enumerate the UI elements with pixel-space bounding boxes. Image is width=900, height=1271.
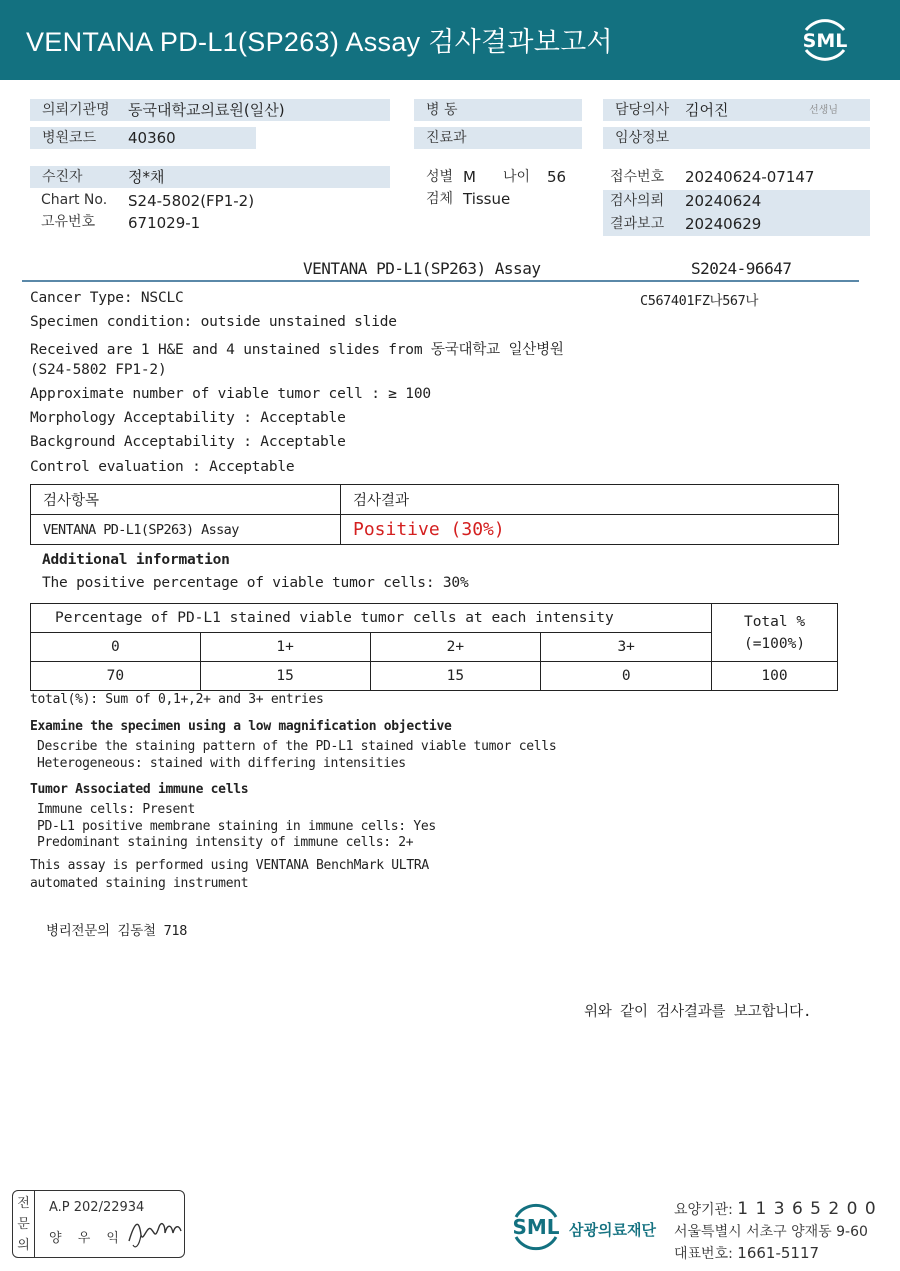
request-value: 20240624: [685, 192, 762, 210]
phone-value: 1661-5117: [737, 1244, 820, 1262]
result-table-row: [31, 515, 839, 545]
chart-value: S24-5802(FP1-2): [128, 192, 255, 210]
stamp-char-2: 문: [17, 1217, 30, 1232]
patient-row: [30, 166, 390, 188]
patient-value: 정*채: [128, 168, 165, 186]
additional-info-title: Additional information: [42, 552, 230, 568]
chart-label: Chart No.: [41, 192, 108, 208]
hospital-code-value: 40360: [128, 129, 176, 147]
stamp-char-3: 의: [17, 1238, 30, 1253]
doctor-label: 담당의사: [615, 102, 670, 118]
stamp-vertical-label: [13, 1191, 35, 1257]
specimen-code: C567401FZ나567나: [640, 293, 759, 309]
report-date-label: 결과보고: [610, 216, 665, 232]
report-date-value: 20240629: [685, 215, 762, 233]
total-header: [712, 604, 838, 662]
examine-title: Examine the specimen using a low magnification objective: [30, 719, 452, 734]
receipt-label: 접수번호: [610, 169, 665, 185]
stamp-char-1: 전: [17, 1196, 30, 1211]
intensity-value-2plus: 15: [370, 662, 541, 691]
immune-line-3: Predominant staining intensity of immune cells: 2+: [37, 835, 414, 850]
examine-line-2: Heterogeneous: stained with differing intensities: [37, 756, 406, 771]
report-line-received: Received are 1 H&E and 4 unstained slides from 동국대학교 일산병원: [30, 342, 564, 358]
signature-icon: [125, 1211, 183, 1251]
examine-line-1: Describe the staining pattern of the PD-L1 stained viable tumor cells: [37, 739, 557, 754]
report-number: S2024-96647: [691, 259, 792, 278]
result-table-header-row: [31, 485, 839, 515]
footer-sml-logo-icon: [508, 1200, 564, 1254]
result-header-item: 검사항목: [31, 485, 341, 515]
specimen-value: Tissue: [463, 190, 511, 208]
intensity-value-0: 70: [31, 662, 201, 691]
age-value: 56: [547, 168, 567, 186]
sml-logo-icon: [796, 12, 854, 68]
age-label: 나이: [503, 169, 531, 185]
result-value: Positive (30%): [341, 515, 839, 545]
specimen-label: 검체: [426, 191, 454, 207]
intensity-label-0: 0: [31, 633, 201, 662]
ward-label: 병 동: [426, 102, 458, 118]
sex-label: 성별: [426, 169, 454, 185]
intensity-label-2plus: 2+: [370, 633, 541, 662]
institution-label: 의뢰기관명: [42, 102, 110, 118]
doctor-value: 김어진: [685, 101, 729, 119]
result-item: VENTANA PD-L1(SP263) Assay: [31, 515, 341, 545]
total-header-line1: Total %: [743, 613, 806, 630]
intensity-table-header: Percentage of PD-L1 stained viable tumor cells at each intensity: [31, 604, 712, 633]
org-name: 삼광의료재단: [569, 1221, 656, 1239]
result-table: [30, 484, 839, 545]
receipt-value: 20240624-07147: [685, 168, 815, 186]
closing-statement: 위와 같이 검사결과를 보고합니다.: [584, 1004, 812, 1020]
institution-code-value: 1 1 3 6 5 2 0 0: [737, 1199, 877, 1219]
clinical-info-row: [603, 127, 870, 149]
title-divider: [22, 280, 859, 282]
footer-logo-text: SML: [512, 1215, 560, 1239]
additional-info-text: The positive percentage of viable tumor cells: 30%: [42, 575, 469, 591]
result-header-result: 검사결과: [341, 485, 839, 515]
report-line-slide-id: (S24-5802 FP1-2): [30, 362, 167, 378]
specialist-stamp: [12, 1190, 185, 1258]
unique-label: 고유번호: [41, 214, 96, 230]
immune-line-2: PD-L1 positive membrane staining in immune cells: Yes: [37, 819, 436, 834]
sml-logo-text: SML: [802, 30, 848, 52]
intensity-values-row: [31, 662, 838, 691]
ward-row: [414, 99, 582, 121]
assay-title: VENTANA PD-L1(SP263) Assay: [303, 259, 541, 278]
immune-title: Tumor Associated immune cells: [30, 782, 249, 797]
intensity-value-3plus: 0: [541, 662, 712, 691]
hospital-code-label: 병원코드: [42, 130, 97, 146]
intensity-table-header-row: [31, 604, 838, 633]
report-line-control: Control evaluation : Acceptable: [30, 459, 295, 475]
intensity-value-1plus: 15: [200, 662, 370, 691]
report-line-cancer-type: Cancer Type: NSCLC: [30, 290, 184, 306]
institution-code-label: 요양기관:: [674, 1202, 733, 1218]
department-row: [414, 127, 582, 149]
total-header-line2: (=100%): [743, 635, 806, 652]
request-label: 검사의뢰: [610, 193, 665, 209]
report-line-viable-cells: Approximate number of viable tumor cell : ≥ 100: [30, 386, 431, 402]
intensity-total-value: 100: [712, 662, 838, 691]
immune-line-1: Immune cells: Present: [37, 802, 196, 817]
intensity-table: [30, 603, 838, 691]
institution-code-row: [674, 1199, 877, 1219]
stamp-name: 양 우 익: [49, 1231, 125, 1246]
org-address: 서울특별시 서초구 양재동 9-60: [674, 1224, 868, 1240]
intensity-label-1plus: 1+: [200, 633, 370, 662]
total-note: total(%): Sum of 0,1+,2+ and 3+ entries: [30, 692, 324, 707]
clinical-info-label: 임상정보: [615, 130, 670, 146]
phone-label: 대표번호:: [674, 1246, 733, 1262]
assay-line-1: This assay is performed using VENTANA BenchMark ULTRA: [30, 858, 429, 873]
pathologist-name: 병리전문의 김동철 718: [46, 923, 188, 939]
sex-value: M: [463, 168, 476, 186]
institution-value: 동국대학교의료원(일산): [128, 101, 285, 119]
unique-value: 671029-1: [128, 214, 201, 232]
doctor-suffix: 선생님: [809, 105, 838, 116]
department-label: 진료과: [426, 130, 467, 146]
report-title: VENTANA PD-L1(SP263) Assay 검사결과보고서: [26, 27, 613, 57]
phone-row: [674, 1243, 819, 1263]
intensity-label-3plus: 3+: [541, 633, 712, 662]
report-line-specimen-condition: Specimen condition: outside unstained slide: [30, 314, 397, 330]
assay-line-2: automated staining instrument: [30, 876, 249, 891]
report-line-morphology: Morphology Acceptability : Acceptable: [30, 410, 346, 426]
patient-label: 수진자: [42, 169, 83, 185]
report-line-background: Background Acceptability : Acceptable: [30, 434, 346, 450]
stamp-license: A.P 202/22934: [49, 1200, 145, 1215]
